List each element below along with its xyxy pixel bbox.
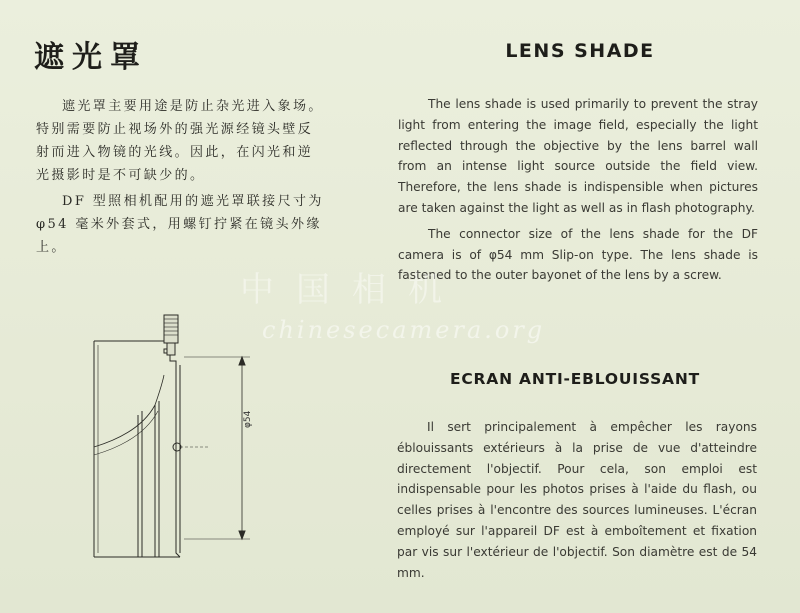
english-title: LENS SHADE xyxy=(505,40,655,62)
french-paragraph-1: Il sert principalement à empêcher les rayons éblouissants extérieurs à la prise de vue d'atteindre directement l'objectif. Pour cela, son emploi est indispensable pour les photos prises à l'aide du flash, ou celles prises à l'encontre des sources lumineuses. L'écran employé sur l'appareil DF est à emboîtement et fixation par vis sur l'extérieur de l'objectif. Son diamètre est de 54 mm. xyxy=(397,420,757,580)
chinese-paragraph-1: 遮光罩主要用途是防止杂光进入象场。特别需要防止视场外的强光源经镜头壁反射而进入物镜的光线。因此，在闪光和逆光摄影时是不可缺少的。 xyxy=(36,99,324,183)
chinese-paragraph-2: DF 型照相机配用的遮光罩联接尺寸为 φ54 毫米外套式，用螺钉拧紧在镜头外缘上。 xyxy=(36,194,324,255)
chinese-title: 遮光罩 xyxy=(34,40,148,75)
chinese-body xyxy=(36,95,326,262)
french-body xyxy=(397,417,757,583)
watermark-chinese: 中国相机 xyxy=(240,270,464,310)
lens-shade-technical-drawing xyxy=(80,305,270,570)
english-paragraph-2: The connector size of the lens shade for the DF camera is of φ54 mm Slip-on type. The lens shade is fastened to the outer bayonet of the lens by a screw. xyxy=(398,226,758,283)
english-paragraph-1: The lens shade is used primarily to prevent the stray light from entering the image field, especially the light reflected through the objective by the lens barrel wall from an intense light source outside the field view. Therefore, the lens shade is indispensible when pictures are taken against the light as well as in flash photography. xyxy=(398,97,758,215)
french-title: ECRAN ANTI-EBLOUISSANT xyxy=(449,370,701,388)
diameter-dimension-label: φ54 xyxy=(243,410,253,428)
watermark-latin: chinesecamera.org xyxy=(262,316,546,344)
